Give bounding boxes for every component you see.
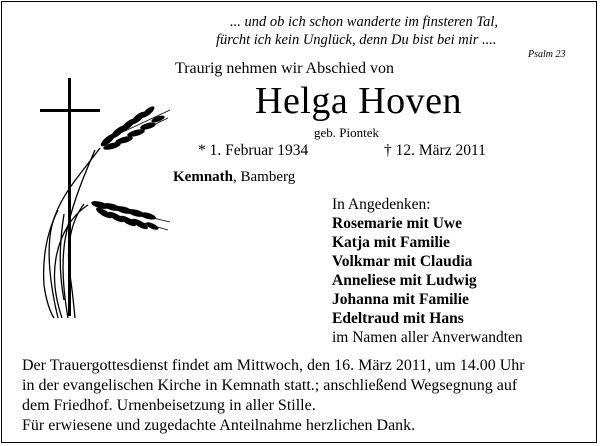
mourners-heading: In Angedenken: (332, 196, 431, 213)
residence (173, 170, 295, 185)
residence-rest: , Bamberg (233, 169, 296, 185)
mourner-name: Rosemarie mit Uwe (332, 215, 462, 232)
mourner-name: Volkmar mit Claudia (332, 253, 473, 270)
thanks-line: Für erwiesene und zugedachte Anteilnahme herzlichen Dank. (22, 417, 416, 434)
death-date: † 12. März 2011 (384, 142, 486, 159)
mourners-closing: im Namen aller Anverwandten (332, 329, 523, 346)
quote-source: Psalm 23 (528, 49, 566, 60)
mourner-name: Johanna mit Familie (332, 291, 469, 308)
deceased-name: Helga Hoven (255, 80, 463, 122)
birth-date: * 1. Februar 1934 (198, 142, 309, 159)
mourner-name: Edeltraud mit Hans (332, 310, 464, 327)
service-line-2: in der evangelischen Kirche in Kemnath statt.; anschließend Wegsegnung auf (22, 377, 518, 394)
mourner-name: Anneliese mit Ludwig (332, 272, 477, 289)
quote-line-1: ... und ob ich schon wanderte im finsteren Tal, (230, 14, 498, 30)
quote-line-2: fürcht ich kein Unglück, denn Du bist bei mir .... (216, 32, 497, 48)
maiden-name: geb. Piontek (314, 125, 379, 140)
service-line-3: dem Friedhof. Urnenbeisetzung in aller Stille. (22, 397, 316, 414)
residence-town: Kemnath (173, 169, 233, 185)
intro-text: Traurig nehmen wir Abschied von (175, 60, 394, 77)
mourner-name: Katja mit Familie (332, 234, 450, 251)
service-line-1: Der Trauergottesdienst findet am Mittwoch, den 16. März 2011, um 14.00 Uhr (22, 357, 525, 374)
